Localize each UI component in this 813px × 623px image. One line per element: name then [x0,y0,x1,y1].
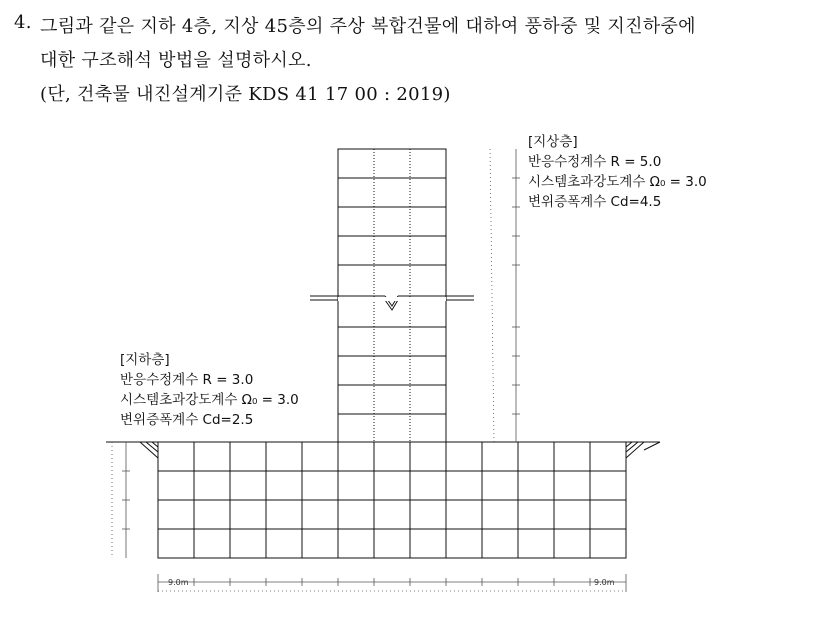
tower-dimension-line [490,149,520,442]
above-ground-omega: 시스템초과강도계수 Ω₀ = 3.0 [528,174,707,190]
basement-cd: 변위증폭계수 Cd=2.5 [120,412,254,428]
span-dimension-line [158,574,626,592]
basement-omega: 시스템초과강도계수 Ω₀ = 3.0 [120,392,299,408]
above-ground-cd: 변위증폭계수 Cd=4.5 [528,194,662,210]
span-label-right: 9.0m [594,578,615,587]
above-ground-title: [지상층] [528,134,578,150]
above-ground-r: 반응수정계수 R = 5.0 [528,154,662,170]
question-line-3: (단, 건축물 내진설계기준 KDS 41 17 00 : 2019) [40,84,451,105]
basement-dimension-line [112,442,130,558]
basement-title: [지하층] [120,352,170,368]
question-number: 4. [14,12,32,33]
above-ground-coefficients [528,132,707,212]
basement-frame [158,442,626,558]
question-line-1: 그림과 같은 지하 4층, 지상 45층의 주상 복합건물에 대하여 풍하중 및 지진하중에 [40,16,696,37]
ground-line [106,442,660,458]
question-line-2: 대한 구조해석 방법을 설명하시오. [40,50,312,71]
basement-r: 반응수정계수 R = 3.0 [120,372,254,388]
basement-coefficients [120,350,299,430]
span-label-left: 9.0m [168,578,189,587]
